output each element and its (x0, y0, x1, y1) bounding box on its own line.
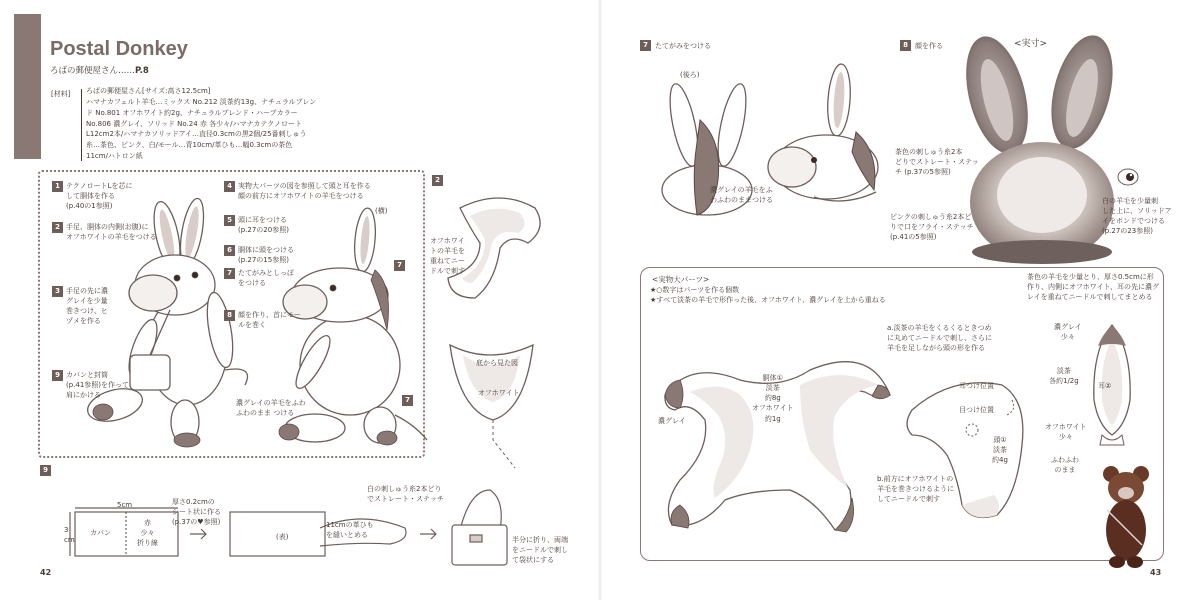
bag-back-label: (表) (276, 533, 289, 541)
figure-2-note: オフホワイ トの羊毛を 重ねてニー ドルで刺す (430, 237, 465, 276)
head-part-label: 頭① 淡茶 約4g (992, 436, 1008, 465)
bag-felt-note: 厚さ0.2cmの シート状に作る (p.37の♥参照) (172, 498, 221, 527)
mane-note: 濃グレイの羊毛をふ わふわのままつける (710, 186, 773, 205)
step-text: 頭に耳をつける (p.27の20参照) (238, 216, 289, 235)
eye-note: 白の羊毛を少量刺 した上に、ソリッドア イをボンドでつける (p.27の23参照) (1102, 197, 1172, 236)
dark-gray-label: 濃グレイ (658, 417, 686, 425)
subtitle-text: ろばの郵便屋さん…… (50, 66, 136, 76)
bag-strap-note: 11cmの革ひも を縫いとめる (326, 521, 374, 540)
page-number-right: 43 (1150, 568, 1162, 577)
step-text: たてがみとしっぽ をつける (238, 269, 294, 288)
side-step-7-mane: 7 (394, 260, 405, 271)
step-number: 2 (52, 222, 63, 233)
step-number: 5 (224, 215, 235, 226)
step-3 (52, 286, 108, 327)
ear-dark-gray-label: 濃グレイ 少々 (1054, 323, 1082, 342)
step-text: 胴体に頭をつける (p.27の15参照) (238, 246, 294, 265)
tail-note: 濃グレイの羊毛をふわ ふわのまま つける (236, 399, 306, 418)
bear-figure-photo (1097, 460, 1157, 570)
body-pattern-piece (650, 340, 900, 540)
figure-2-number: 2 (432, 175, 443, 186)
right-page (602, 0, 1200, 600)
step-text: テクノロートLを芯に して胴体を作る (p.40の1参照) (66, 182, 133, 211)
offwhite-label: オフホワイト (478, 389, 520, 397)
step-text: 顔を作り、首にモー ルを巻く (238, 311, 301, 330)
page-title: Postal Donkey (50, 38, 188, 60)
bag-front-label: カバン (90, 529, 111, 537)
head-note-b: b.前方にオフホワイトの 羊毛を巻きつけるように してニードルで刺す (877, 475, 954, 504)
step-9 (52, 370, 129, 400)
subtitle-page-ref: P.8 (135, 66, 149, 76)
step-5 (224, 215, 289, 235)
bag-red-label: 赤 少々 折り線 (137, 519, 158, 548)
step-7 (224, 268, 294, 288)
figure-9-number: 9 (40, 465, 51, 476)
step-8-title: 顔を作る (915, 42, 943, 50)
step-text: カバンと封筒 (p.41参照)を作って 肩にかける (66, 371, 130, 400)
parts-title: <実物大パーツ> (652, 275, 710, 284)
title-accent-bar (14, 14, 41, 159)
parts-note-1: ★○数字はパーツを作る個数 (650, 286, 740, 294)
ear-part-label: 耳② (1098, 382, 1112, 390)
mane-side-illustration (764, 62, 884, 207)
ear-position-label: 耳つけ位置 (959, 382, 994, 390)
step-number: 3 (52, 286, 63, 297)
parts-note-2: ★すべて淡茶の羊毛で形作った後、オフホワイト、濃グレイを上から重ねる (650, 296, 886, 304)
step-8-number: 8 (900, 40, 911, 51)
ear-offwhite-label: オフホワイト 少々 (1045, 423, 1087, 442)
step-1 (52, 181, 132, 211)
eye-position-label: 目つけ位置 (959, 406, 994, 414)
ear-note: 茶色の羊毛を少量とり、厚さ0.5cmに形 作り、内側にオフホワイト、耳の先に濃グ レイを重ねてニードルで刺してまとめる (1027, 273, 1159, 302)
side-view-label: (横) (375, 207, 388, 215)
back-view-label: (後ろ) (680, 71, 700, 79)
step-number: 7 (224, 268, 235, 279)
bag-stitch-note: 白の刺しゅう糸2本どり でストレート・ステッチ (367, 485, 444, 504)
step-4 (224, 181, 371, 201)
bag-fold-note: 半分に折り、両端 をニードルで刺し て袋状にする (512, 536, 568, 565)
mouth-stitch-note: ピンクの刺しゅう糸2本ど りで口をフライ・ステッチ (p.41の5参照) (890, 213, 974, 242)
head-note-a: a.淡茶の羊毛をくるくるときつめ に丸めてニードルで刺し、さらに 羊毛を足しながら頭の形を作る (887, 324, 992, 353)
nose-stitch-note: 茶色の刺しゅう糸2本 どりでストレート・ステッ チ (p.37の5参照) (895, 148, 979, 177)
step-text: 実物大パーツの図を参照して頭と耳を作る 顔の前方にオフホワイトの羊毛をつける (238, 182, 371, 201)
ear-fluffy-label: ふわふわ のまま (1051, 456, 1079, 475)
bottom-view-label: 底から見た図 (476, 359, 518, 367)
step-6 (224, 245, 294, 265)
actual-size-label: <実寸> (1014, 39, 1048, 49)
step-2 (52, 222, 157, 242)
eye-illustration (1114, 165, 1144, 189)
left-page (0, 0, 598, 600)
step-number: 1 (52, 181, 63, 192)
step-8 (224, 310, 301, 330)
step-7-number: 7 (640, 40, 651, 51)
materials-list: ろばの郵便屋さん[サイズ:高さ12.5cm] ハマナカフェルト羊毛…ミックス No.212 淡茶約13g、ナチュラルブレン ド No.801 オフホワイト約2g、ナチュラルブレンド・ハーブカラー No.806 濃グレイ、ソリッド No.24 赤 各少々/ハマナカテクノロート L12cm2本/ハマナカソリッドアイ…直径0.3cmの黒2個/25番刺しゅう 糸…茶色、ピンク、白/モール…青10cm/革ひも…幅0.3cmの茶色 11cm/ハトロン紙 (86, 87, 317, 161)
step-text: 手足、胴体の内側(お腹)に オフホワイトの羊毛をつける (66, 223, 157, 242)
step-number: 9 (52, 370, 63, 381)
materials-label: [材料] (51, 90, 71, 98)
body-part-label: 胴体① 淡茶 約8g オフホワイト 約1g (752, 374, 794, 423)
step-number: 4 (224, 181, 235, 192)
page-subtitle (50, 64, 149, 76)
bag-height-label: 3 cm (64, 526, 75, 545)
step-text: 手足の先に濃 グレイを少量 巻きつけ、ヒ ヅメを作る (66, 287, 108, 326)
ear-pattern-piece (1082, 320, 1142, 450)
side-step-7-tail: 7 (402, 395, 413, 406)
step-7-title: たてがみをつける (655, 42, 711, 50)
step-number: 6 (224, 245, 235, 256)
step-number: 8 (224, 310, 235, 321)
ear-tan-label: 淡茶 各約1/2g (1049, 367, 1079, 386)
page-number-left: 42 (40, 568, 52, 577)
bag-width-label: 5cm (117, 501, 133, 509)
materials-divider (81, 89, 82, 161)
